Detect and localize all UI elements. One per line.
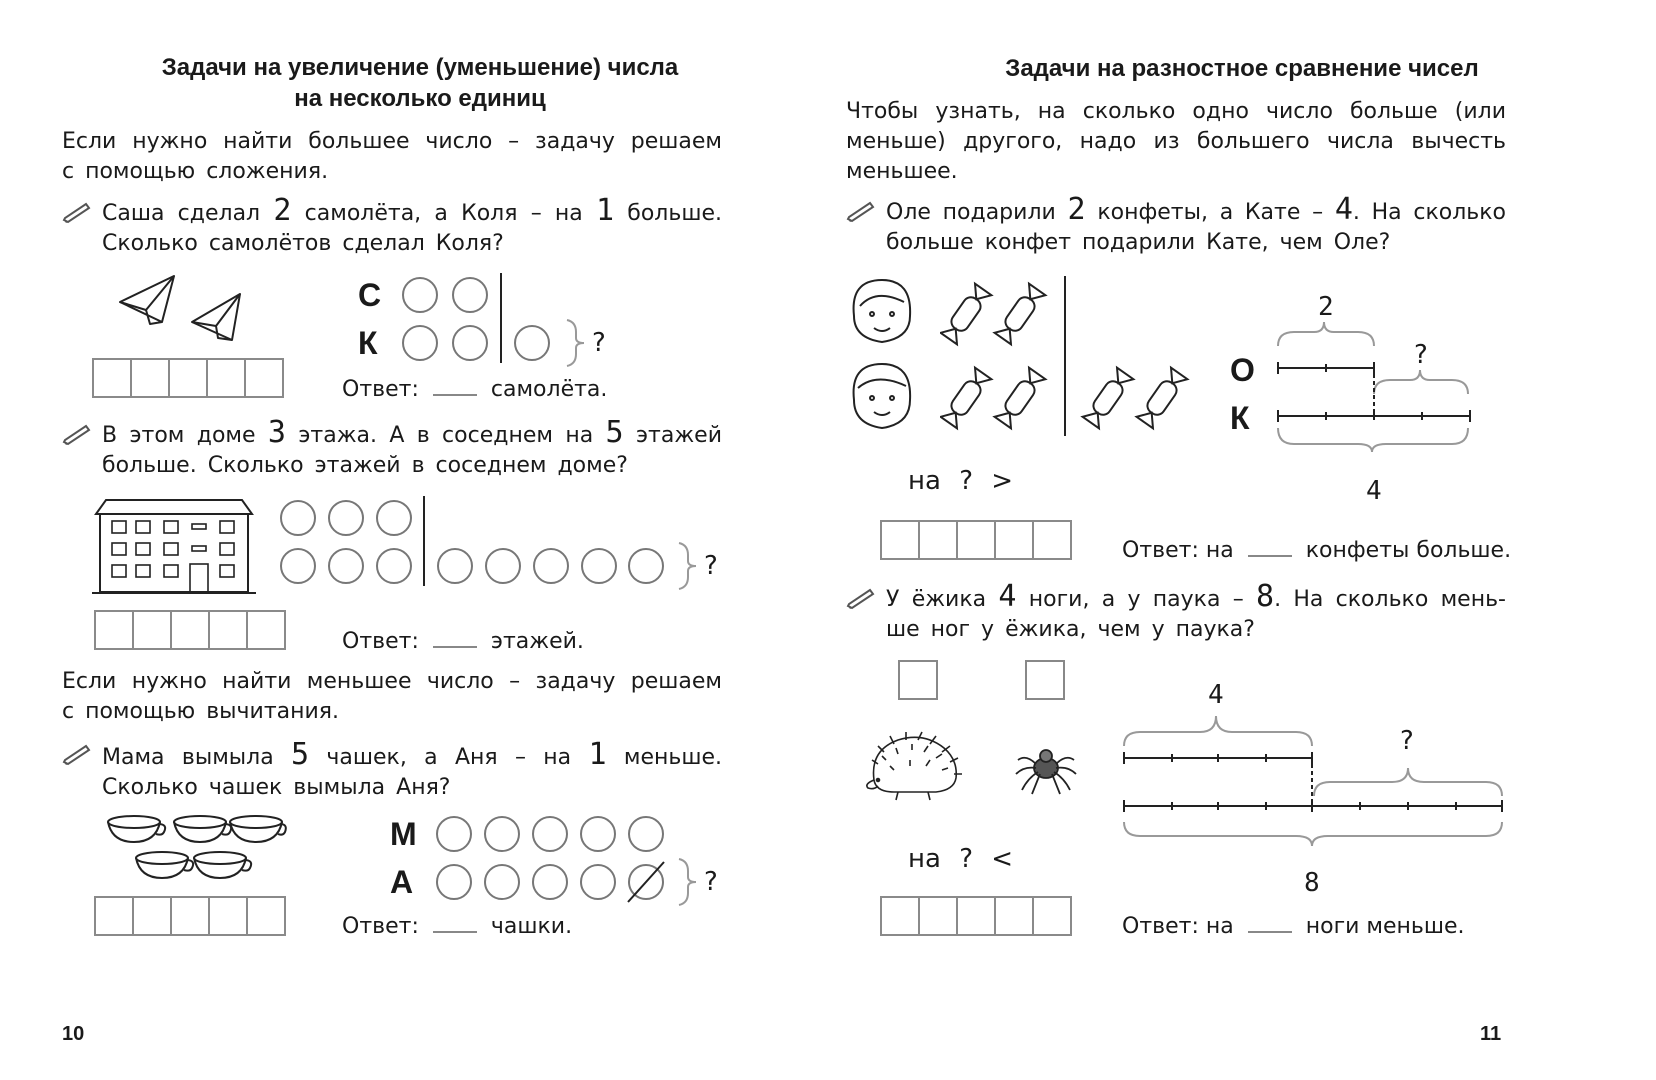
- answer-cell[interactable]: [132, 610, 172, 650]
- row-letter-bottom: К: [358, 325, 378, 361]
- task3-text-part: меньше.: [606, 745, 722, 770]
- answer-blank[interactable]: [1248, 555, 1292, 557]
- task2-text-part: этажей: [623, 423, 722, 448]
- task1-text: [102, 193, 722, 259]
- counter-circle: [437, 548, 473, 584]
- answer-blank[interactable]: [433, 646, 477, 648]
- task3-number-1: 5: [291, 737, 310, 772]
- task2-number-2: 5: [605, 415, 624, 450]
- counter-circle: [485, 548, 521, 584]
- title-line-2: на несколько единиц: [294, 85, 546, 112]
- answer-cells[interactable]: [880, 896, 1070, 936]
- task4-number-2: 4: [1334, 192, 1353, 227]
- answer-prefix: Ответ:: [342, 914, 419, 939]
- row-letter-bottom: А: [390, 864, 414, 900]
- task5-text-part: У ёжика: [886, 587, 999, 612]
- row-letter-bottom: К: [1230, 400, 1250, 436]
- pencil-icon: [846, 588, 876, 610]
- rule-subtraction: [62, 667, 722, 727]
- counter-circle: [328, 548, 364, 584]
- answer-prefix: Ответ:: [342, 377, 419, 402]
- row-letter-top: С: [358, 277, 382, 313]
- answer-box-spider[interactable]: [1025, 660, 1065, 700]
- answer-cell[interactable]: [956, 896, 996, 936]
- answer-cell[interactable]: [246, 610, 286, 650]
- divider-line: [1064, 276, 1066, 436]
- answer-cell[interactable]: [208, 610, 248, 650]
- pencil-icon: [846, 201, 876, 223]
- counter-circle: [484, 816, 520, 852]
- answer-cell[interactable]: [880, 896, 920, 936]
- task1-answer: [342, 377, 607, 402]
- answer-cells[interactable]: [880, 520, 1070, 560]
- paper-planes-illustration: [116, 272, 246, 344]
- rule-line-3: меньшее.: [846, 159, 958, 184]
- task1-text-part: Саша сделал: [102, 201, 274, 226]
- answer-suffix: чашки.: [490, 914, 573, 939]
- answer-cell[interactable]: [132, 896, 172, 936]
- segment-label-top: 4: [1208, 680, 1224, 710]
- page-number: 11: [1480, 1023, 1502, 1045]
- divider-line: [500, 273, 502, 363]
- counter-circle: [628, 816, 664, 852]
- rule-line-1: Чтобы узнать, на сколько одно число больше (или: [846, 99, 1506, 124]
- segment-label-bottom: 4: [1366, 476, 1382, 506]
- task3-number-2: 1: [588, 737, 607, 772]
- answer-cells[interactable]: [94, 896, 284, 936]
- answer-cell[interactable]: [94, 610, 134, 650]
- title-line-1: Задачи на увеличение (уменьшение) числа: [161, 54, 679, 81]
- counter-circle: [580, 816, 616, 852]
- task3-text: [102, 737, 722, 803]
- task5-text-part: . На сколько мень-: [1274, 587, 1506, 612]
- page-title: Задачи на разностное сравнение чисел: [1005, 55, 1479, 82]
- counter-circle: [436, 816, 472, 852]
- comparison-label: на ? <: [908, 844, 1014, 874]
- brace-icon: [676, 541, 698, 591]
- row-letter-top: О: [1230, 352, 1255, 388]
- task5-question-line: ше ног у ёжика, чем у паука?: [886, 617, 1255, 642]
- candies-olya-illustration: [940, 276, 1052, 436]
- rule-line-2: меньше) другого, надо из большего числа вычесть: [846, 129, 1506, 154]
- rule-difference: [846, 97, 1506, 187]
- task5-text-part: ноги, а у паука –: [1016, 587, 1257, 612]
- answer-suffix: ноги меньше.: [1305, 914, 1465, 939]
- answer-suffix: конфеты больше.: [1305, 538, 1512, 563]
- task3-text-part: Мама вымыла: [102, 745, 292, 770]
- answer-cell[interactable]: [92, 358, 132, 398]
- hedgehog-illustration: [864, 730, 964, 802]
- task5-number-2: 8: [1256, 579, 1275, 614]
- segment-diagram: [1274, 318, 1474, 454]
- task1-text-part: самолёта, а Коля – на: [291, 201, 596, 226]
- cross-out-slash-icon: [624, 860, 668, 904]
- answer-blank[interactable]: [433, 931, 477, 933]
- task3-answer: [342, 914, 572, 939]
- question-mark: ?: [704, 867, 718, 897]
- answer-blank[interactable]: [1248, 931, 1292, 933]
- task5-text: [886, 579, 1506, 645]
- house-illustration: [92, 496, 256, 596]
- task4-number-1: 2: [1067, 192, 1086, 227]
- rule-addition-line-2: с помощью сложения.: [62, 159, 329, 184]
- cups-illustration: [104, 812, 288, 886]
- answer-prefix: Ответ: на: [1122, 914, 1234, 939]
- answer-cell[interactable]: [244, 358, 284, 398]
- answer-cell[interactable]: [246, 896, 286, 936]
- divider-line: [423, 496, 425, 586]
- answer-prefix: Ответ: на: [1122, 538, 1234, 563]
- answer-cell[interactable]: [880, 520, 920, 560]
- counter-circle: [580, 864, 616, 900]
- answer-blank[interactable]: [433, 394, 477, 396]
- answer-cell[interactable]: [918, 520, 958, 560]
- task4-text: [886, 192, 1506, 258]
- answer-cell[interactable]: [956, 520, 996, 560]
- counter-circle: [452, 325, 488, 361]
- girls-faces-illustration: [846, 276, 918, 436]
- rule-subtraction-line-1: Если нужно найти меньшее число – задачу решаем: [62, 669, 722, 694]
- answer-cell[interactable]: [994, 896, 1034, 936]
- task5-number-1: 4: [998, 579, 1017, 614]
- counter-circle: [533, 548, 569, 584]
- answer-prefix: Ответ:: [342, 629, 419, 654]
- answer-box-hedgehog[interactable]: [898, 660, 938, 700]
- counter-circle: [514, 325, 550, 361]
- counter-circle: [376, 500, 412, 536]
- page-number: 10: [62, 1023, 85, 1045]
- task2-text: [102, 415, 722, 481]
- brace-icon: [564, 318, 586, 368]
- task3-question-line: Сколько чашек вымыла Аня?: [102, 775, 451, 800]
- answer-cells[interactable]: [94, 610, 284, 650]
- segment-label-top: 2: [1318, 292, 1334, 322]
- counter-circle: [581, 548, 617, 584]
- question-mark: ?: [592, 328, 606, 358]
- rule-addition-line-1: Если нужно найти большее число – задачу решаем: [62, 129, 722, 154]
- task4-question-line: больше конфет подарили Кате, чем Оле?: [886, 230, 1391, 255]
- task4-text-part: . На сколько: [1352, 200, 1506, 225]
- answer-cell[interactable]: [170, 610, 210, 650]
- answer-cell[interactable]: [1032, 520, 1072, 560]
- counter-circle: [484, 864, 520, 900]
- counter-circle: [628, 548, 664, 584]
- counter-circle: [280, 548, 316, 584]
- task2-text-part: этажа. А в соседнем на: [285, 423, 606, 448]
- task1-number-1: 2: [273, 193, 292, 228]
- answer-cell[interactable]: [994, 520, 1034, 560]
- segment-label-bottom: 8: [1304, 868, 1320, 898]
- rule-addition: [62, 127, 722, 187]
- brace-icon: [676, 857, 698, 907]
- candies-extra-illustration: [1080, 360, 1192, 440]
- answer-cell[interactable]: [94, 896, 134, 936]
- answer-cell[interactable]: [1032, 896, 1072, 936]
- rule-subtraction-line-2: с помощью вычитания.: [62, 699, 340, 724]
- pencil-icon: [62, 202, 92, 224]
- counter-circle: [532, 816, 568, 852]
- right-page: [828, 0, 1656, 1080]
- task2-answer: [342, 629, 584, 654]
- answer-cell[interactable]: [208, 896, 248, 936]
- task2-number-1: 3: [267, 415, 286, 450]
- row-letter-top: М: [390, 816, 417, 852]
- spider-illustration: [1014, 740, 1078, 796]
- task4-text-part: конфеты, а Кате –: [1085, 200, 1335, 225]
- counter-circle: [280, 500, 316, 536]
- task1-question-line: Сколько самолётов сделал Коля?: [102, 231, 504, 256]
- task2-question-line: больше. Сколько этажей в соседнем доме?: [102, 453, 628, 478]
- answer-cell[interactable]: [170, 896, 210, 936]
- answer-cells[interactable]: [92, 358, 282, 398]
- counter-circle: [328, 500, 364, 536]
- answer-suffix: самолёта.: [490, 377, 608, 402]
- counter-circle: [532, 864, 568, 900]
- pencil-icon: [62, 424, 92, 446]
- answer-suffix: этажей.: [490, 629, 584, 654]
- task1-number-2: 1: [596, 193, 615, 228]
- counter-circle: [452, 277, 488, 313]
- task5-answer: [1122, 914, 1465, 939]
- counter-circle: [402, 277, 438, 313]
- task3-text-part: чашек, а Аня – на: [309, 745, 589, 770]
- answer-cell[interactable]: [168, 358, 208, 398]
- comparison-label: на ? >: [908, 466, 1014, 496]
- segment-diagram: [1120, 708, 1506, 848]
- task1-text-part: больше.: [614, 201, 722, 226]
- task4-answer: [1122, 538, 1511, 563]
- segment-question: ?: [1414, 340, 1428, 370]
- task4-text-part: Оле подарили: [886, 200, 1068, 225]
- answer-cell[interactable]: [130, 358, 170, 398]
- segment-question: ?: [1400, 726, 1414, 756]
- answer-cell[interactable]: [206, 358, 246, 398]
- pencil-icon: [62, 744, 92, 766]
- answer-cell[interactable]: [918, 896, 958, 936]
- counter-circle: [436, 864, 472, 900]
- counter-circle: [376, 548, 412, 584]
- task2-text-part: В этом доме: [102, 423, 268, 448]
- page-title: [60, 52, 780, 114]
- counter-circle: [402, 325, 438, 361]
- question-mark: ?: [704, 551, 718, 581]
